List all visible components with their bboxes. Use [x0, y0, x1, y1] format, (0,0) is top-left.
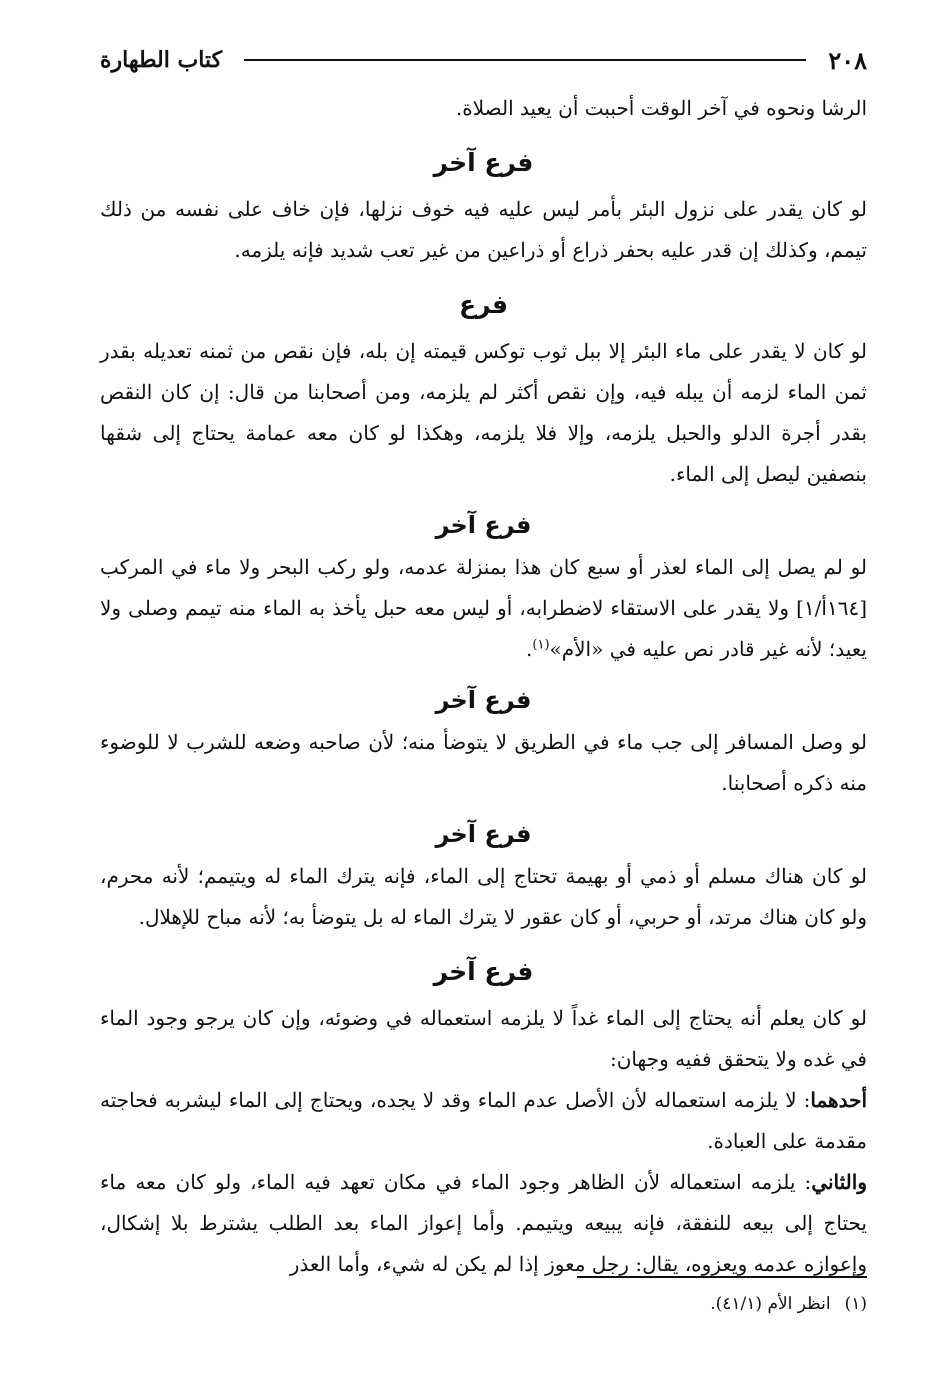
- paragraph-tail: .: [526, 637, 533, 661]
- paragraph: الرشا ونحوه في آخر الوقت أحببت أن يعيد الصلاة.: [455, 96, 867, 120]
- body-text: [100, 88, 867, 1285]
- paragraph: لو وصل المسافر إلى جب ماء في الطريق لا يتوضأ منه؛ لأن صاحبه وضعه للشرب لا للوضوء منه ذكره أصحابنا.: [100, 730, 867, 795]
- paragraph: [100, 1162, 867, 1285]
- footnote-number: (١): [844, 1294, 867, 1314]
- paragraph-text: لو لم يصل إلى الماء لعذر أو سبع كان هذا بمنزلة عدمه، ولو ركب البحر ولا ماء في المركب [١٦٤أ/١] ولا يقدر على الاستقاء لاضطرابه، أو ليس معه حبل يأخذ به الماء منه تيمم وصلى ولا يعيد؛ لأنه غير قادر نص عليه في «الأم»: [100, 555, 867, 661]
- paragraph: لو كان يعلم أنه يحتاج إلى الماء غداً لا يلزمه استعماله في وضوئه، وإن كان يرجو وجود الماء في غده ولا يتحقق ففيه وجهان:: [100, 1006, 867, 1071]
- paragraph-lead: والثاني: [811, 1170, 867, 1194]
- page-number: ٢٠٨: [828, 45, 867, 75]
- page-header: [100, 40, 867, 80]
- paragraph-text: : يلزمه استعماله لأن الظاهر وجود الماء في مكان تعهد فيه الماء، ولو كان معه ماء يحتاج إلى بيعه للنفقة، فإنه يبيعه ويتيمم. وأما إعواز الماء بعد الطلب يشترط بلا إشكال، وإعوازه عدمه ويعزوه، يقال: رجل معوز إذا لم يكن له شيء، وأما العذر: [100, 1170, 867, 1276]
- section-heading: فرع آخر: [433, 957, 534, 986]
- book-title: كتاب الطهارة: [100, 47, 223, 73]
- section-heading: فرع: [459, 290, 508, 319]
- footnote: [710, 1290, 867, 1318]
- header-rule: [244, 59, 806, 61]
- footnote-reference: (١): [532, 637, 550, 653]
- paragraph-lead: أحدهما: [810, 1088, 868, 1112]
- section-heading: فرع آخر: [435, 511, 532, 539]
- paragraph-text: : لا يلزمه استعماله لأن الأصل عدم الماء وقد لا يجده، ويحتاج إلى الماء ليشربه فحاجته مقدمة على العبادة.: [100, 1088, 867, 1153]
- paragraph: لو كان لا يقدر على ماء البئر إلا ببل ثوب توكس قيمته إن بله، فإن نقص من ثمنه تعديله بقدر ثمن الماء لزمه أن يبله فيه، وإن نقص أكثر لم يلزمه، ومن أصحابنا من قال: إن كان النقص بقدر أجرة الدلو والحبل يلزمه، وإلا فلا يلزمه، وهكذا لو كان معه عمامة يحتاج إلى شقها بنصفين ليصل إلى الماء.: [100, 339, 867, 486]
- footnote-text: انظر الأم (٤١/١).: [710, 1294, 831, 1314]
- paragraph: لو كان هناك مسلم أو ذمي أو بهيمة تحتاج إلى الماء، فإنه يترك الماء له ويتيمم؛ لأنه محرم، ولو كان هناك مرتد، أو حربي، أو كان عقور لا يترك الماء له بل يتوضأ به؛ لأنه مباح للإهلال.: [100, 864, 867, 929]
- paragraph: لو كان يقدر على نزول البئر بأمر ليس عليه فيه خوف نزلها، فإن خاف على نفسه من ذلك تيمم، وكذلك إن قدر عليه بحفر ذراع أو ذراعين من غير تعب شديد فإنه يلزمه.: [100, 197, 867, 262]
- paragraph: [100, 1080, 867, 1162]
- paragraph: [100, 547, 867, 670]
- section-heading: فرع آخر: [435, 820, 532, 848]
- section-heading: فرع آخر: [435, 686, 532, 714]
- footnote-rule: [577, 1276, 867, 1278]
- section-heading: فرع آخر: [433, 148, 534, 177]
